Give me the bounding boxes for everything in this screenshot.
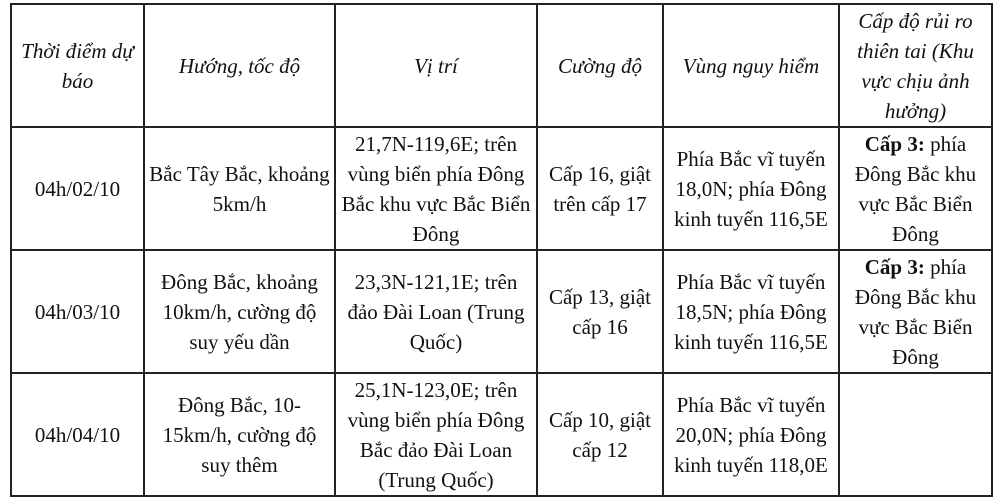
table-row <box>11 373 992 496</box>
cell-risk-level <box>839 127 992 250</box>
cell-intensity: Cấp 13, giật cấp 16 <box>537 250 663 373</box>
cell-position: 21,7N-119,6E; trên vùng biển phía Đông Bắc khu vực Bắc Biển Đông <box>335 127 537 250</box>
cell-risk-level <box>839 373 992 496</box>
cell-direction: Bắc Tây Bắc, khoảng 5km/h <box>144 127 335 250</box>
cell-position: 23,3N-121,1E; trên đảo Đài Loan (Trung Quốc) <box>335 250 537 373</box>
cell-position: 25,1N-123,0E; trên vùng biển phía Đông Bắc đảo Đài Loan (Trung Quốc) <box>335 373 537 496</box>
cell-danger-zone: Phía Bắc vĩ tuyến 18,0N; phía Đông kinh tuyến 116,5E <box>663 127 839 250</box>
risk-area: phía Đông Bắc khu vực Bắc Biển Đông <box>854 254 977 369</box>
cell-intensity: Cấp 16, giật trên cấp 17 <box>537 127 663 250</box>
header-risk-level: Cấp độ rủi ro thiên tai (Khu vực chịu ảnh hưởng) <box>839 4 992 127</box>
table-row <box>11 250 992 373</box>
cell-time: 04h/03/10 <box>11 250 144 373</box>
cell-time: 04h/02/10 <box>11 127 144 250</box>
cell-time: 04h/04/10 <box>11 373 144 496</box>
header-direction-speed: Hướng, tốc độ <box>144 4 335 127</box>
storm-forecast-table <box>10 3 993 497</box>
risk-area: phía Đông Bắc khu vực Bắc Biển Đông <box>854 131 977 246</box>
header-position: Vị trí <box>335 4 537 127</box>
cell-direction: Đông Bắc, khoảng 10km/h, cường độ suy yếu dần <box>144 250 335 373</box>
table-header-row <box>11 4 992 127</box>
risk-level-label: Cấp 3: <box>864 131 925 156</box>
table-row <box>11 127 992 250</box>
cell-danger-zone: Phía Bắc vĩ tuyến 18,5N; phía Đông kinh tuyến 116,5E <box>663 250 839 373</box>
cell-direction: Đông Bắc, 10-15km/h, cường độ suy thêm <box>144 373 335 496</box>
header-danger-zone: Vùng nguy hiểm <box>663 4 839 127</box>
header-time: Thời điểm dự báo <box>11 4 144 127</box>
cell-danger-zone: Phía Bắc vĩ tuyến 20,0N; phía Đông kinh tuyến 118,0E <box>663 373 839 496</box>
risk-level-label: Cấp 3: <box>864 254 925 279</box>
header-intensity: Cường độ <box>537 4 663 127</box>
cell-intensity: Cấp 10, giật cấp 12 <box>537 373 663 496</box>
cell-risk-level <box>839 250 992 373</box>
